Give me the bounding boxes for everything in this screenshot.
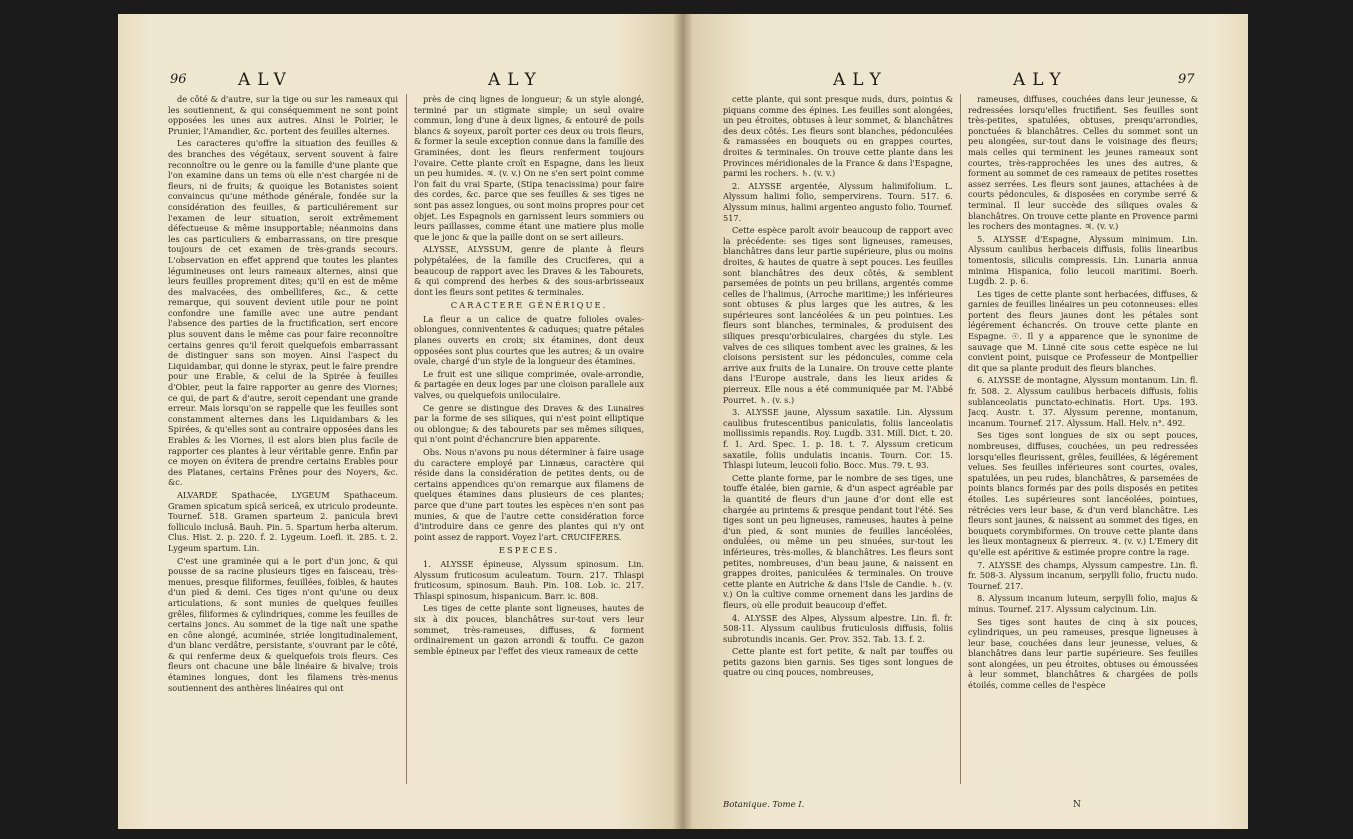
paragraph: 7. ALYSSE des champs, Alyssum campestre. Lin. fl. fr. 508-3. Alyssum incanum, serpylli folio, fructu nudo. Tournef. 217. xyxy=(968,559,1198,591)
paragraph: 8. Alyssum incanum luteum, serpylli folio, majus & minus. Tournef. 217. Alyssum calycinum. Lin. xyxy=(968,593,1198,614)
paragraph: cette plante, qui sont presque nuds, durs, pointus & piquans comme des épines. Les feuilles sont alongées, un peu étroites, obtuses à leur sommet, & blanchâtres des deux côtés. Les fleurs sont blanches, pédonculées & ramassées en bouquets ou en grappes courtes, droites & terminales. On trouve cette plante dans les Provinces méridionales de la France & dans l'Espagne, parmi les rochers. ♄. (v. v.) xyxy=(723,94,953,179)
paragraph: rameuses, diffuses, couchées dans leur jeunesse, & redressées lorsqu'elles fructifient. Ses feuilles sont très-petites, spatulées, obtuses, presqu'arrondies, ponctuées & blanchâtres. Celles du sommet sont un peu alongées, sur-tout dans le voisinage des fleurs; mais celles qui terminent les jeunes rameaux sont courtes, très-rapprochées les unes des autres, & forment au sommet de ces rameaux de petites rosettes assez serrées. Les fleurs sont jaunes, attachées à de courts pédoncules, & disposées en corymbe serré & terminal. Il leur succède des siliques ovales & blanchâtres. On trouve cette plante en Provence parmi les rochers des montagnes. ♃. (v. v.) xyxy=(968,94,1198,232)
paragraph: Les caracteres qu'offre la situation des feuilles & des branches des végétaux, servent souvent à faire reconnoître ou le genre ou la famille d'une plante que l'on examine dans un tems où elle n'est chargée ni de fleurs, ni de fruits; & quoique les Botanistes soient convaincus qu'une méthode générale, fondée sur la considération des feuilles, & particuliérement sur l'examen de leur situation, seroit extrêmement défectueuse & même insupportable; néanmoins dans les cas particuliers & embarrassans, on tire presque toujours de cet examen de très-grands secours. L'observation en effet apprend que toutes les plantes légumineuses ont leurs rameaux alternes, ainsi que leurs feuilles proprement dites; qu'il en est de même des malvacées, des ombelliferes, &c., & cette remarque, qui souvent devient utile pour ne point confondre une famille avec une autre pendant l'absence des parties de la fructification, sert encore plus souvent dans le même cas pour faire reconnoître certains genres qu'il feroit quelquefois embarrassant de distinguer sans son moyen. Ainsi l'aspect du Liquidambar, qui donne le styrax, peut le faire prendre pour une Erable, & celui de la Spirée à feuilles d'Obier, peut la faire rapporter au genre des Viornes; ce qui, de part & d'autre, seroit cependant une grande erreur. Mais lorsqu'on se rappelle que les feuilles sont constamment alternes dans les Liquidambars & les Spirées, & qu'elles sont au contraire opposées dans les Erables & les Viornes, il est alors bien plus facile de rapporter ces plantes à leur véritable genre. Enfin par ce moyen on évitera de prendre certains Erables pour des Platanes, certains Frênes pour des Noyers, &c. &c. xyxy=(168,138,398,488)
paragraph: Les tiges de cette plante sont herbacées, diffuses, & garnies de feuilles linéaires un peu cotonneuses: elles portent des fleurs jaunes dont les pétales sont légérement échancrés. On trouve cette plante en Espagne. ☉. Il y a apparence que le synonime de sauvage que M. Linné cite sous cette espèce ne lui convient point, puisque ce Professeur de Montpellier dit que sa plante produit des fleurs blanches. xyxy=(968,288,1198,373)
page-number: 97 xyxy=(1178,72,1195,87)
left-page xyxy=(118,14,683,829)
paragraph: Cette plante forme, par le nombre de ses tiges, une touffe étalée, bien garnie, & d'un aspect agréable par la quantité de fleurs d'un jaune d'or dont elle est chargée au printems & presque pendant tout l'été. Ses tiges sont un peu ligneuses, rameuses, hautes à peine d'un pied, & sont munies de feuilles lancéolées, ondulées, ou même un peu sinuées, sur-tout les inférieures, très-molles, & blanchâtres. Les fleurs sont petites, nombreuses, d'un beau jaune, & naissent en grappes droites, paniculées & terminales. On trouve cette plante en Autriche & dans l'Isle de Candie. ♄. (v. v.) On la cultive comme ornement dans les jardins de fleurs, où elle produit beaucoup d'effet. xyxy=(723,472,953,610)
paragraph: Le fruit est une silique comprimée, ovale-arrondie, & partagée en deux loges par une cloison parallele aux valves, ou quelquefois uniloculaire. xyxy=(414,368,644,401)
paragraph: 2. ALYSSE argentée, Alyssum halimifolium. L. Alyssum halimi folio, sempervirens. Tourn. 517. 6. Alyssum minus, halimi argenteo angusto folio. Tournef. 517. xyxy=(723,180,953,223)
paragraph: CARACTERE GÉNÉRIQUE. xyxy=(450,300,608,311)
text-column-2 xyxy=(968,94,1198,794)
paragraph: La fleur a un calice de quatre folioles ovales-oblongues, connivententes & caduques; quatre pétales planes ouverts en croix; six étamines, dont deux opposées sont plus courtes que les autres; & un ovaire ovale, chargé d'un style de la longueur des étamines. xyxy=(414,313,644,367)
running-head-left: ALY xyxy=(833,70,888,90)
paragraph: Cette espèce paroît avoir beaucoup de rapport avec la précédente: ses tiges sont ligneuses, rameuses, blanchâtres dans leur partie supérieure, plus ou moins droites, & hautes de quatre à sept pouces. Les feuilles sont blanchâtres des deux côtés, & semblent parsemées de points un peu brillans, argentés comme celles de l'halimus, (Arroche maritime;) les inférieures sont obtuses & plus larges que les autres, & les supérieures sont lancéolées & un peu pointues. Les fleurs sont blanches, terminales, & produisent des siliques presqu'orbiculaires, chargées du style. Les valves de ces siliques tombent avec les graines, & les cloisons persistent sur les pédoncules, comme cela arrive aux fruits de la Lunaire. On trouve cette plante dans l'Europe australe, dans les lieux arides & pierreux. Elle nous a été communiquée par M. l'Abbé Pourret. ♄. (v. s.) xyxy=(723,225,953,405)
paragraph: ALYSSE, ALYSSUM, genre de plante à fleurs polypétalées, de la famille des Cruciferes, qui a beaucoup de rapport avec les Draves & les Tabourets, & qui comprend des herbes & des sous-arbrisseaux dont les fleurs sont petites & terminales. xyxy=(414,244,644,297)
paragraph: Obs. Nous n'avons pu nous déterminer à faire usage du caractere employé par Linnæus, caractère qui réside dans la considération de petites dents, ou de certains appendices qu'on remarque aux filamens de quelques étamines dans plusieurs de ces plantes; parce que d'une part toutes les espèces n'en sont pas munies, & que de l'autre cette considération force d'introduire dans ce genre des plantes qui n'y ont point assez de rapport. Voyez l'art. CRUCIFERES. xyxy=(414,447,644,542)
text-column-1 xyxy=(168,94,398,794)
column-rule xyxy=(406,94,407,784)
signature-mark: N xyxy=(1073,800,1081,810)
paragraph: 6. ALYSSE de montagne, Alyssum montanum. Lin. fl. fr. 508. 2. Alyssum caulibus herbaceis diffusis, foliis sublanceolatis punctato-echinatis. Hort. Ups. 193. Jacq. Austr. t. 37. Alyssum perenne, montanum, incanum. Tournef. 217. Alyssum. Hall. Helv. n°. 492. xyxy=(968,375,1198,428)
paragraph: de côté & d'autre, sur la tige ou sur les rameaux qui les soutiennent, & qui conséquemment ne sont point opposées les unes aux autres. Ainsi le Poirier, le Prunier, l'Amandier, &c. portent des feuilles alternes. xyxy=(168,94,398,136)
paragraph: 1. ALYSSE épineuse, Alyssum spinosum. Lin. Alyssum fruticosum aculeatum. Tourn. 217. Thlaspi fruticosum, spinosum. Bauh. Pin. 108. Lob. ic. 217. Thlaspi spinosum, hispanicum. Barr. ic. 808. xyxy=(414,558,644,601)
running-head-right: ALY xyxy=(488,70,543,90)
paragraph: Cette plante est fort petite, & naît par touffes ou petits gazons bien garnis. Ses tiges sont longues de quatre ou cinq pouces, nombreuses, xyxy=(723,646,953,678)
text-column-1 xyxy=(723,94,953,794)
book-gutter xyxy=(673,14,693,829)
paragraph: Ses tiges sont longues de six ou sept pouces, nombreuses, diffuses, couchées, un peu redressées lorsqu'elles fleurissent, grêles, feuillées, & légérement velues. Ses feuilles inférieures sont courtes, ovales, spatulées, un peu rudes, blanchâtres, & parsemées de points blancs formés par des poils disposés en petites étoiles. Les supérieures sont lancéolées, pointues, rétrécies vers leur base, & d'un verd blanchâtre. Les fleurs sont jaunes, & naissent au sommet des tiges, en bouquets corymbiformes. On trouve cette plante dans les lieux montagneux & pierreux. ♃. (v. v.) L'Emery dit qu'elle est apéritive & estimée propre contre la rage. xyxy=(968,430,1198,557)
page-footer: Botanique. Tome I. xyxy=(723,800,805,810)
running-head-left: ALV xyxy=(238,70,293,90)
running-head-right: ALY xyxy=(1013,70,1068,90)
paragraph: Les tiges de cette plante sont ligneuses, hautes de six à dix pouces, blanchâtres sur-tout vers leur sommet, très-rameuses, diffuses, & forment ordinairement un gazon arrondi & touffu. Ce gazon semble épineux par l'effet des vieux rameaux de cette xyxy=(414,603,644,656)
paragraph: près de cinq lignes de longueur; & un style alongé, terminé par un stigmate simple; un seul ovaire commun, long d'une à deux lignes, & entouré de poils blancs & soyeux, paroît porter ces deux ou trois fleurs, & former la seule exception connue dans la famille des Graminées, dont les fleurs renferment toujours l'ovaire. Cette plante croît en Espagne, dans les lieux un peu humides. ♃. (v. v.) On ne s'en sert point comme l'on fait du vrai Sparte, (Stipa tenacissima) pour faire des cordes, &c. parce que ses feuilles & ses tiges ne sont pas assez longues, ou sont moins propres pour cet objet. Les Espagnols en garnissent leurs sommiers ou leurs paillasses, comme étant une matiere plus molle que le jonc & que la paille dont on se sert ailleurs. xyxy=(414,94,644,242)
text-column-2 xyxy=(414,94,644,794)
paragraph: Ce genre se distingue des Draves & des Lunaires par la forme de ses siliques, qui n'est point elliptique ou oblongue; & des tabourets par ses mêmes siliques, qui n'ont point d'échancrure bien apparente. xyxy=(414,402,644,445)
paragraph: 3. ALYSSE jaune, Alyssum saxatile. Lin. Alyssum caulibus frutescentibus paniculatis, foliis lanceolatis mollissimis repandis. Roy. Lugdb. 331. Mill. Dict. t. 20. f. 1. Ard. Spec. 1. p. 18. t. 7. Alyssum creticum saxatile, foliis undulatis incanis. Tourn. Cor. 15. Thlaspi luteum, leucoii folio. Bocc. Mus. 79. t. 93. xyxy=(723,407,953,471)
paragraph: Ses tiges sont hautes de cinq à six pouces, cylindriques, un peu rameuses, presque ligneuses à leur base, couchées dans leur jeunesse, velues, & blanchâtres dans leur partie supérieure. Ses feuilles sont alongées, un peu étroites, obtuses ou émoussées à leur sommet, blanchâtres & chargées de poils étoilés, comme celles de l'espèce xyxy=(968,616,1198,691)
paragraph: ESPECES. xyxy=(498,545,560,556)
column-rule xyxy=(960,94,961,784)
paragraph: C'est une graminée qui a le port d'un jonc, & qui pousse de sa racine plusieurs tiges en faisceau, très-menues, presque filiformes, feuillées, foibles, & hautes d'un pied & demi. Ces tiges n'ont qu'une ou deux articulations, & sont munies de quelques feuilles grêles, filiformes & cylindriques, comme les feuilles de certains joncs. Au sommet de la tige naît une spathe en cône alongé, acuminée, striée longitudinalement, d'un blanc verdâtre, persistante, s'ouvrant par le côté, & qui renferme deux & quelquefois trois fleurs. Ces fleurs ont chacune une bâle linéaire & bivalve; trois étamines longues, dont les filamens très-menus soutiennent des anthères linéaires qui ont xyxy=(168,555,398,693)
paragraph: 5. ALYSSE d'Espagne, Alyssum minimum. Lin. Alyssum caulibus herbaceis diffusis, foliis linearibus tomentosis, siliculis compressis. Lin. Lunaria annua minima Hispanica, folio leucoii maritimi. Boerh. Lugdb. 2. p. 6. xyxy=(968,233,1198,287)
paragraph: ALVARDE Spathacée, LYGEUM Spathaceum. Gramen spicatum spicâ sericeâ, ex utriculo prodeunte. Tournef. 518. Gramen sparteum 2. panicula brevi folliculo inclusâ. Bauh. Pin. 5. Spartum herba alterum. Clus. Hist. 2. p. 220. f. 2. Lygeum. Loefl. it. 285. t. 2. Lygeum spartum. Lin. xyxy=(168,489,398,553)
page-number: 96 xyxy=(170,72,187,87)
open-book xyxy=(118,14,1248,829)
right-page xyxy=(683,14,1248,829)
paragraph: 4. ALYSSE des Alpes, Alyssum alpestre. Lin. fl. fr. 508-11. Alyssum caulibus fruticulosis diffusis, foliis subrotundis incanis. Ger. Prov. 352. Tab. 13. f. 2. xyxy=(723,612,953,644)
